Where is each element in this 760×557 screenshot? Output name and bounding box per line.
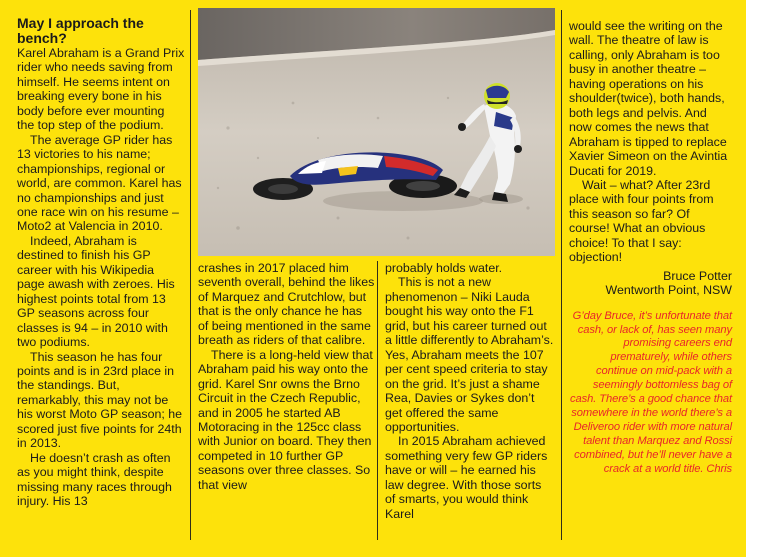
signature-place: Wentworth Point, NSW (605, 283, 732, 298)
letter-column-4 (569, 19, 732, 476)
paragraph: This is not a new phenomenon – Niki Lauda bought his way onto the F1 grid, but his career turned out a little differently to Abraham’s. Yes, Abraham meets the 107 per cent speed criteria to stay on the grid. It’s just a shame Rea, Davies or Sykes don’t get offered the same opportunities. (385, 275, 554, 434)
paragraph: There is a long-held view that Abraham paid his way onto the grid. Karel Snr owns the Brno Circuit in the Czech Republic, and in 2005 he started AB Motoracing in the 125cc class with Junior on board. They then competed in 10 further GP seasons over three classes. So that view (198, 347, 373, 492)
paragraph: In 2015 Abraham achieved something very few GP riders have or will – he earned his law degree. With those sorts of smarts, you would think Karel (385, 434, 548, 521)
paragraph: Karel Abraham is a Grand Prix rider who needs saving from himself. He seems intent on breaking every bone in his body before ever mounting the top step of the podium. (17, 46, 185, 133)
editor-reply: G’day Bruce, it’s unfortunate that cash, or lack of, has seen many promising careers end prematurely, while others continue on mid-pack with a seemingly bottomless bag of cash. There’s a good chance that somewhere in the world there’s a Deliveroo rider with more natural talent than Marquez and Rossi combined, but he’ll never have a crack at a world title. Chris (569, 309, 732, 475)
column-divider (377, 261, 378, 540)
paragraph: This season he has four points and is in 23rd place in the standings. But, remarkably, this may not be his worst Moto GP season; he scored just five points for 24th in 2013. (17, 349, 183, 451)
paragraph: probably holds water. (385, 261, 503, 275)
letter-column-2 (198, 261, 375, 492)
paragraph: He doesn’t crash as often as you might think, despite missing many races through injury. His 13 (17, 450, 172, 509)
paragraph: The average GP rider has 13 victories to his name; championships, regional or world, are common. Karel has no championships and just one race win on his resume – Moto2 at Valencia in 2010. (17, 132, 182, 234)
column-divider (190, 10, 191, 540)
paragraph: would see the writing on the wall. The theatre of law is calling, only Abraham is too busy in another theatre – having operations on his shoulder(twice), both hands, both legs and pelvis. And now comes the news that Abraham is tipped to replace Xavier Simeon on the Avintia Ducati for 2019. (569, 19, 728, 178)
signature-name: Bruce Potter (663, 268, 732, 283)
paragraph: Indeed, Abraham is destined to finish his GP career with his Wikipedia page awash with zeroes. His highest points total from 13 GP seasons across four classes is 94 – in 2010 with two podiums. (17, 233, 175, 350)
race-crash-photo (198, 8, 555, 256)
letter-column-3 (385, 261, 555, 521)
crashed-motorcycle-rider-image (198, 8, 555, 256)
paragraph: Wait – what? After 23rd place with four points from this season so far? Of course! What an obvious choice! To that I say: objection! (569, 177, 714, 265)
paragraph: crashes in 2017 placed him seventh overall, behind the likes of Marquez and Crutchlow, but that is the only chance he has of being mentioned in the same breath as riders of that calibre. (198, 261, 375, 348)
letter-column-1 (17, 16, 185, 509)
letter-headline: May I approach the bench? (17, 15, 144, 46)
column-divider (561, 10, 562, 540)
